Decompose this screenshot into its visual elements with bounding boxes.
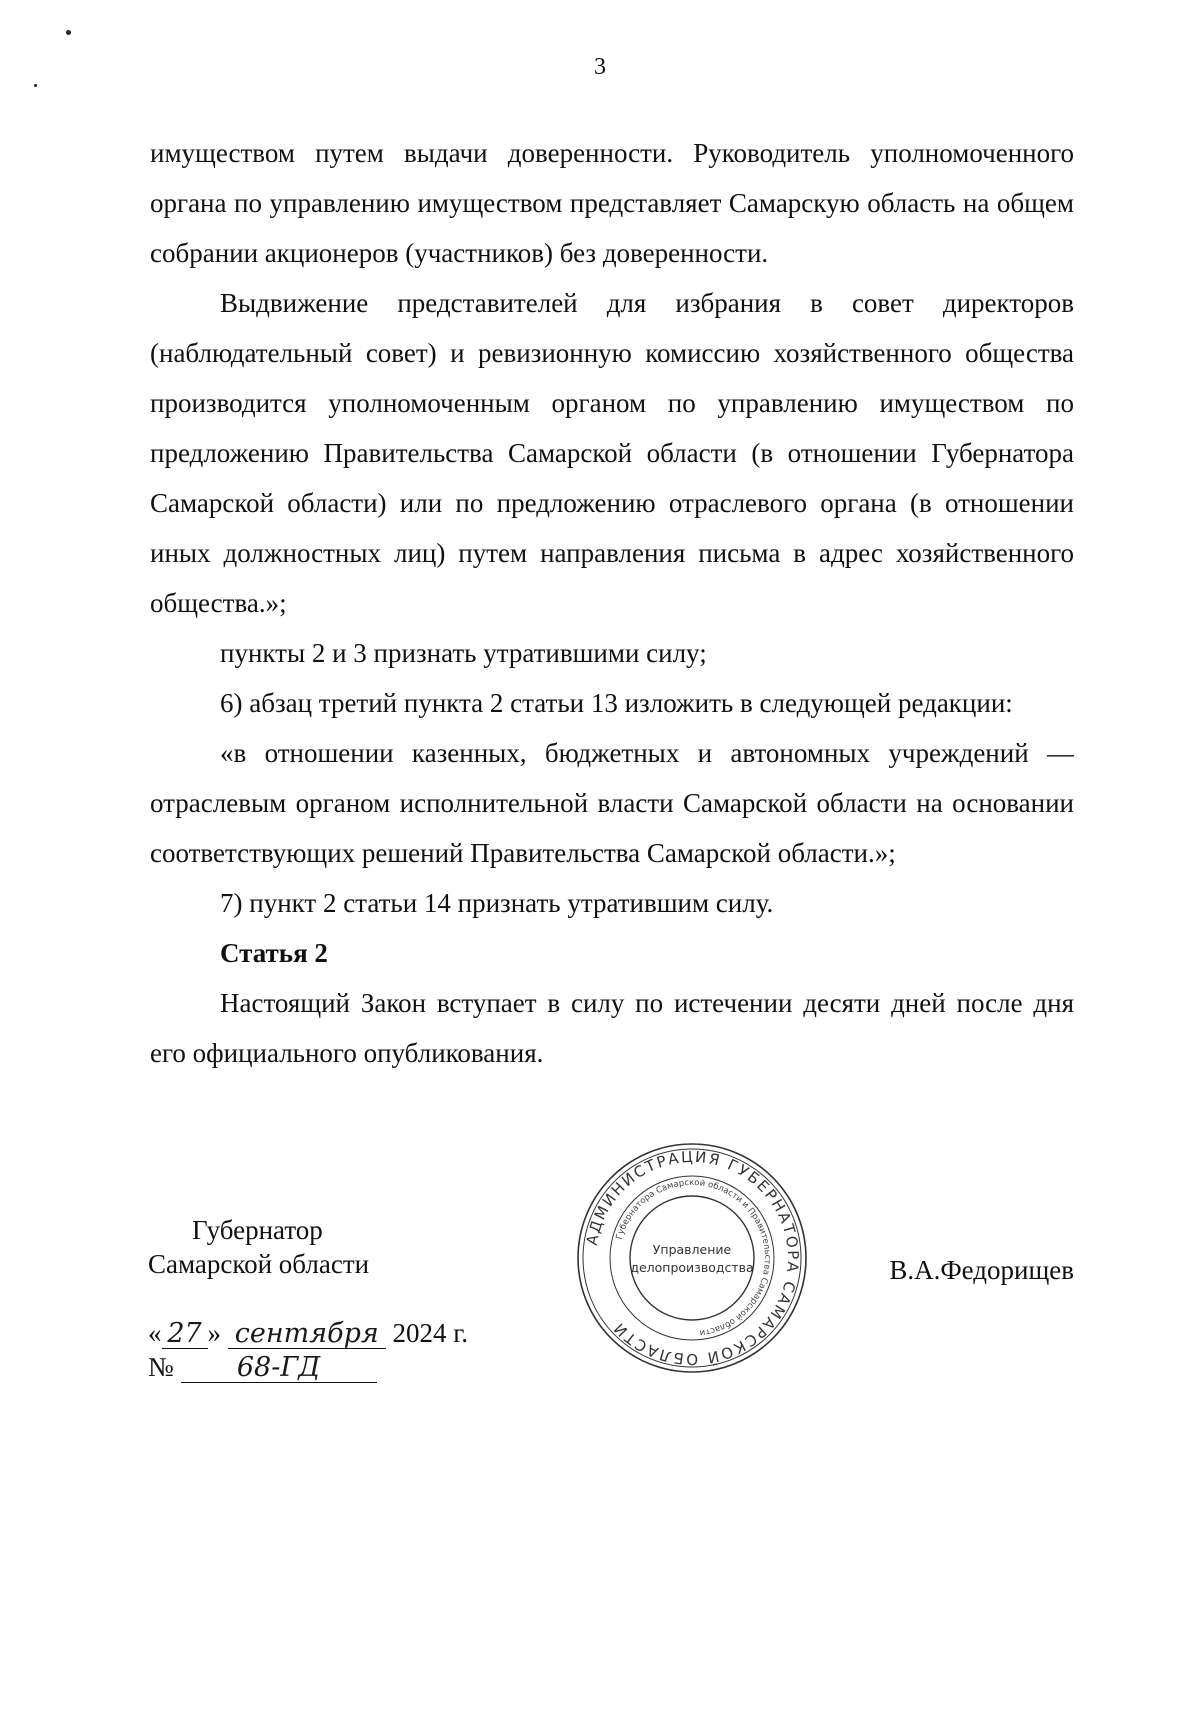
- svg-text:Губернатора Самарской области: [615, 1178, 773, 1338]
- scan-speck: [66, 30, 71, 35]
- seal-inner-text: Губернатора Самарской области и Правительства Самарской области: [614, 1177, 773, 1338]
- number-sign: №: [148, 1352, 174, 1382]
- signer-name: В.А.Федорищев: [889, 1255, 1074, 1285]
- seal-center-line: делопроизводства: [630, 1260, 754, 1275]
- official-seal: [574, 1140, 810, 1376]
- seal-outer-text: АДМИНИСТРАЦИЯ ГУБЕРНАТОРА САМАРСКОЙ ОБЛАСТИ: [582, 1147, 803, 1369]
- signature-title-line: Самарской области: [148, 1249, 370, 1279]
- date-month: сентября: [228, 1320, 386, 1349]
- paragraph: 6) абзац третий пункта 2 статьи 13 изложить в следующей редакции:: [220, 688, 1013, 718]
- date-open-quote: «: [148, 1318, 162, 1348]
- signature-title-line: Губернатор: [192, 1215, 323, 1245]
- law-number: [148, 1352, 377, 1383]
- article-text: Настоящий Закон вступает в силу по истечении десяти дней после дня его официального опубликования.: [150, 988, 1074, 1068]
- paragraph: 7) пункт 2 статьи 14 признать утратившим силу.: [220, 888, 774, 918]
- paragraph: имуществом путем выдачи доверенности. Руководитель уполномоченного органа по управлению имуществом представляет Самарскую область на общем собрании акционеров (участников) без доверенности.: [150, 138, 1074, 268]
- signing-date: [148, 1318, 468, 1349]
- page-number: 3: [594, 54, 606, 80]
- signature-title: [148, 1213, 369, 1281]
- paragraph: «в отношении казенных, бюджетных и автономных учреждений — отраслевым органом исполнительной власти Самарской области на основании соответствующих решений Правительства Самарской области.»;: [150, 738, 1074, 868]
- date-year: 2024 г.: [392, 1318, 469, 1348]
- seal-center-line: Управление: [652, 1242, 732, 1257]
- paragraph: пункты 2 и 3 признать утратившими силу;: [220, 638, 707, 668]
- paragraph: Выдвижение представителей для избрания в совет директоров (наблюдательный совет) и ревизионную комиссию хозяйственного общества производится уполномоченным органом по управлению имуществом по предложению Правительства Самарской области (в отношении Губернатора Самарской области) или по предложению отраслевого органа (в отношении иных должностных лиц) путем направления письма в адрес хозяйственного общества.»;: [150, 288, 1074, 618]
- date-day: 27: [162, 1320, 208, 1349]
- date-close-quote: »: [207, 1318, 221, 1348]
- document-body: [150, 128, 1074, 1078]
- number-value: 68-ГД: [181, 1354, 377, 1383]
- scan-speck: [34, 84, 37, 87]
- article-heading: Статья 2: [220, 938, 328, 968]
